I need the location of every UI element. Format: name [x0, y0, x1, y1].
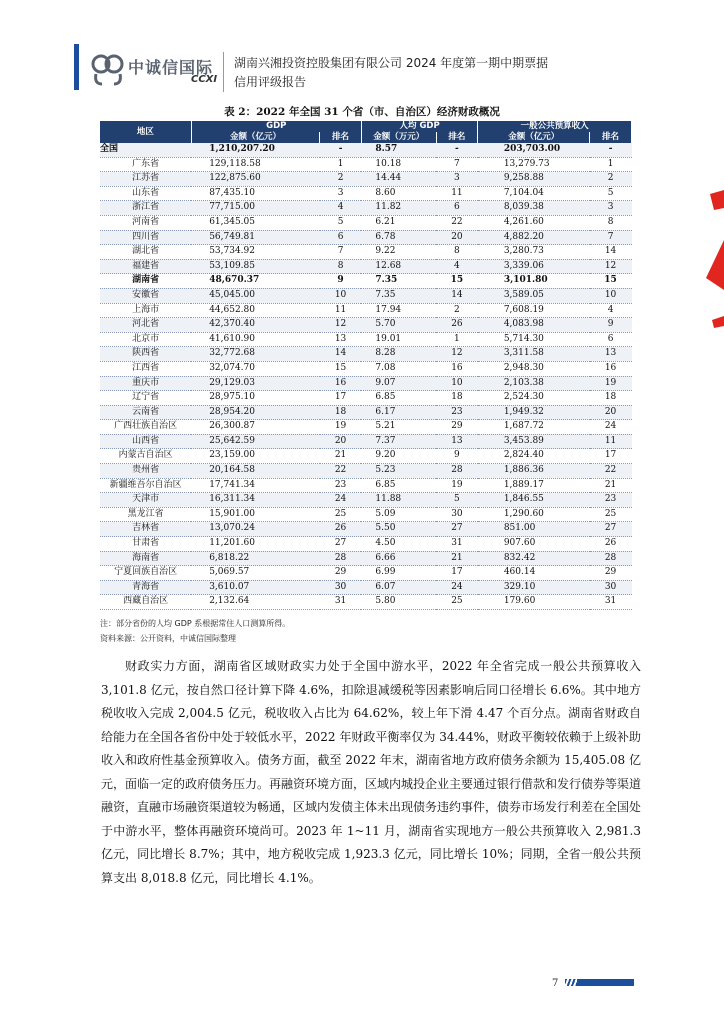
subheader-pc-rank: 排名	[436, 132, 478, 143]
table-row	[100, 434, 632, 449]
table-caption: 表 2：2022 年全国 31 个省（市、自治区）经济财政概况	[224, 106, 500, 118]
cell-pc-rank: 7	[436, 157, 478, 172]
cell-name: 上海市	[100, 303, 191, 318]
cell-rev-rank: 2	[590, 172, 632, 187]
cell-gdp: 48,670.37	[191, 274, 320, 289]
cell-rev: 832.42	[478, 551, 590, 566]
cell-pc: 14.44	[361, 172, 436, 187]
cell-gdp: 32,074.70	[191, 361, 320, 376]
cell-name: 天津市	[100, 493, 191, 508]
logo-text-en: CCXI	[191, 74, 218, 85]
cell-gdp: 87,435.10	[191, 186, 320, 201]
cell-gdp-rank: 31	[320, 595, 362, 610]
cell-gdp-rank: 7	[320, 245, 362, 260]
cell-gdp-rank: 9	[320, 274, 362, 289]
cell-gdp-rank: 18	[320, 405, 362, 420]
table-row	[100, 493, 632, 508]
col-header-gdp: GDP	[191, 121, 361, 132]
cell-gdp-rank: 29	[320, 566, 362, 581]
cell-gdp: 77,715.00	[191, 201, 320, 216]
cell-rev-rank: 14	[590, 245, 632, 260]
cell-gdp: 15,901.00	[191, 507, 320, 522]
cell-rev-rank: 30	[590, 580, 632, 595]
cell-gdp-rank: 26	[320, 522, 362, 537]
cell-pc-rank: 24	[436, 580, 478, 595]
cell-pc-rank: 5	[436, 493, 478, 508]
cell-pc: 7.08	[361, 361, 436, 376]
cell-gdp-rank: 27	[320, 537, 362, 552]
cell-name: 青海省	[100, 580, 191, 595]
table-row	[100, 551, 632, 566]
table-row	[100, 449, 632, 464]
cell-rev-rank: 28	[590, 551, 632, 566]
cell-gdp-rank: 25	[320, 507, 362, 522]
cell-pc: 11.88	[361, 493, 436, 508]
cell-pc: 5.50	[361, 522, 436, 537]
cell-pc-rank: 23	[436, 405, 478, 420]
cell-rev: 3,101.80	[478, 274, 590, 289]
cell-gdp: 61,345.05	[191, 215, 320, 230]
cell-gdp-rank: 13	[320, 332, 362, 347]
cell-pc: 12.68	[361, 259, 436, 274]
cell-name: 河南省	[100, 215, 191, 230]
cell-pc-rank: 16	[436, 361, 478, 376]
cell-gdp-rank: 15	[320, 361, 362, 376]
cell-rev: 1,687.72	[478, 420, 590, 435]
cell-pc: 7.37	[361, 434, 436, 449]
cell-gdp-rank: 8	[320, 259, 362, 274]
cell-pc-rank: 28	[436, 464, 478, 479]
cell-name: 山西省	[100, 434, 191, 449]
cell-name: 贵州省	[100, 464, 191, 479]
table-row	[100, 230, 632, 245]
province-finance-table	[100, 121, 632, 610]
table-row	[100, 391, 632, 406]
cell-rev: 7,104.04	[478, 186, 590, 201]
cell-pc: 5.21	[361, 420, 436, 435]
cell-gdp: 45,045.00	[191, 288, 320, 303]
cell-pc: 6.17	[361, 405, 436, 420]
footer-stripes	[565, 979, 577, 986]
cell-gdp-rank: 5	[320, 215, 362, 230]
table-row	[100, 361, 632, 376]
cell-rev-rank: 6	[590, 332, 632, 347]
cell-rev: 203,703.00	[478, 143, 590, 157]
cell-pc: 7.35	[361, 288, 436, 303]
cell-name: 湖北省	[100, 245, 191, 260]
cell-pc: 8.57	[361, 143, 436, 157]
cell-rev-rank: 20	[590, 405, 632, 420]
cell-gdp-rank: 30	[320, 580, 362, 595]
cell-rev: 851.00	[478, 522, 590, 537]
cell-gdp: 53,734.92	[191, 245, 320, 260]
table-row	[100, 245, 632, 260]
logo-text-cn: 中诚信国际	[128, 58, 214, 77]
subheader-pc-amount: 金额（万元）	[361, 132, 436, 143]
cell-pc-rank: 12	[436, 347, 478, 362]
cell-name: 黑龙江省	[100, 507, 191, 522]
cell-gdp-rank: 17	[320, 391, 362, 406]
cell-gdp-rank: 24	[320, 493, 362, 508]
cell-gdp: 23,159.00	[191, 449, 320, 464]
cell-pc-rank: 11	[436, 186, 478, 201]
cell-rev-rank: -	[590, 143, 632, 157]
seal-stamp-icon	[702, 180, 724, 340]
cell-rev: 5,714.30	[478, 332, 590, 347]
cell-rev: 3,339.06	[478, 259, 590, 274]
cell-gdp: 122,875.60	[191, 172, 320, 187]
table-source: 资料来源：公开资料，中诚信国际整理	[100, 634, 236, 643]
cell-rev-rank: 9	[590, 318, 632, 333]
cell-rev: 1,949.32	[478, 405, 590, 420]
cell-name: 重庆市	[100, 376, 191, 391]
cell-gdp: 26,300.87	[191, 420, 320, 435]
cell-name: 江苏省	[100, 172, 191, 187]
cell-name: 福建省	[100, 259, 191, 274]
cell-gdp: 28,954.20	[191, 405, 320, 420]
cell-name: 全国	[100, 143, 191, 157]
cell-gdp-rank: 1	[320, 157, 362, 172]
report-title-line1: 湖南兴湘投资控股集团有限公司 2024 年度第一期中期票据	[234, 56, 549, 70]
cell-rev: 2,103.38	[478, 376, 590, 391]
cell-gdp-rank: 20	[320, 434, 362, 449]
cell-rev-rank: 13	[590, 347, 632, 362]
table-row	[100, 332, 632, 347]
table-row	[100, 288, 632, 303]
cell-pc-rank: 15	[436, 274, 478, 289]
cell-rev-rank: 31	[590, 595, 632, 610]
cell-rev-rank: 15	[590, 274, 632, 289]
cell-rev-rank: 26	[590, 537, 632, 552]
cell-gdp: 3,610.07	[191, 580, 320, 595]
cell-rev: 460.14	[478, 566, 590, 581]
cell-gdp-rank: 12	[320, 318, 362, 333]
cell-rev: 1,290.60	[478, 507, 590, 522]
cell-pc: 6.21	[361, 215, 436, 230]
cell-name: 北京市	[100, 332, 191, 347]
table-row	[100, 172, 632, 187]
cell-name: 四川省	[100, 230, 191, 245]
cell-name: 内蒙古自治区	[100, 449, 191, 464]
cell-gdp: 53,109.85	[191, 259, 320, 274]
table-row	[100, 522, 632, 537]
table-row	[100, 157, 632, 172]
cell-pc-rank: 26	[436, 318, 478, 333]
cell-pc-rank: 25	[436, 595, 478, 610]
cell-pc-rank: 20	[436, 230, 478, 245]
cell-gdp: 13,070.24	[191, 522, 320, 537]
cell-name: 广西壮族自治区	[100, 420, 191, 435]
cell-pc-rank: -	[436, 143, 478, 157]
table-row	[100, 464, 632, 479]
table-row	[100, 215, 632, 230]
cell-pc-rank: 30	[436, 507, 478, 522]
cell-rev-rank: 29	[590, 566, 632, 581]
cell-gdp: 11,201.60	[191, 537, 320, 552]
table-row	[100, 201, 632, 216]
cell-rev-rank: 3	[590, 201, 632, 216]
cell-gdp-rank: 14	[320, 347, 362, 362]
cell-name: 宁夏回族自治区	[100, 566, 191, 581]
subheader-rev-rank: 排名	[590, 132, 632, 143]
cell-pc-rank: 13	[436, 434, 478, 449]
cell-rev-rank: 24	[590, 420, 632, 435]
table-row	[100, 478, 632, 493]
subheader-gdp-rank: 排名	[320, 132, 362, 143]
table-row	[100, 274, 632, 289]
cell-rev-rank: 21	[590, 478, 632, 493]
cell-rev: 9,258.88	[478, 172, 590, 187]
cell-gdp-rank: 23	[320, 478, 362, 493]
cell-pc-rank: 6	[436, 201, 478, 216]
cell-gdp: 42,370.40	[191, 318, 320, 333]
cell-rev: 7,608.19	[478, 303, 590, 318]
cell-rev: 2,948.30	[478, 361, 590, 376]
body-paragraph: 财政实力方面，湖南省区域财政实力处于全国中游水平，2022 年全省完成一般公共预算收入 3,101.8 亿元，按自然口径计算下降 4.6%，扣除退减缓税等因素影响后同口径增长 6.6%。其中地方税收收入完成 2,004.5 亿元，税收收入占比为 64.62%，较上年下滑 4.47 个百分点。湖南省财政自给能力在全国各省份中处于较低水平，2022 年财政平衡率仅为 34.44%，财政平衡较依赖于上级补助收入和政府性基金预算收入。债务方面，截至 2022 年末，湖南省地方政府债务余额为 15,405.08 亿元，面临一定的政府债务压力。再融资环境方面，区域内城投企业主要通过银行借款和发行债券等渠道融资，直融市场融资渠道较为畅通，区域内发债主体未出现债务违约事件，债券市场发行利差在全国处于中游水平，整体再融资环境尚可。2023 年 1~11 月，湖南省实现地方一般公共预算收入 2,981.3 亿元，同比增长 8.7%；其中，地方税收完成 1,923.3 亿元，同比增长 10%；同期，全省一般公共预算支出 8,018.8 亿元，同比增长 4.1%。	[101, 659, 642, 885]
cell-gdp-rank: 10	[320, 288, 362, 303]
table-row	[100, 347, 632, 362]
header-accent-bar	[74, 44, 79, 90]
cell-rev-rank: 1	[590, 157, 632, 172]
cell-gdp: 25,642.59	[191, 434, 320, 449]
cell-rev-rank: 5	[590, 186, 632, 201]
cell-pc: 6.85	[361, 478, 436, 493]
cell-gdp: 32,772.68	[191, 347, 320, 362]
cell-rev: 3,311.58	[478, 347, 590, 362]
cell-pc-rank: 10	[436, 376, 478, 391]
cell-rev: 4,882.20	[478, 230, 590, 245]
table-row	[100, 420, 632, 435]
cell-rev: 3,589.05	[478, 288, 590, 303]
cell-pc-rank: 1	[436, 332, 478, 347]
table-row	[100, 143, 632, 157]
table-note: 注：部分省份的人均 GDP 系根据常住人口测算所得。	[100, 619, 291, 628]
cell-pc: 9.07	[361, 376, 436, 391]
col-header-region: 地区	[100, 121, 191, 143]
table-row	[100, 303, 632, 318]
cell-gdp: 28,975.10	[191, 391, 320, 406]
table-row	[100, 507, 632, 522]
cell-gdp-rank: 4	[320, 201, 362, 216]
table-row	[100, 566, 632, 581]
cell-pc: 6.78	[361, 230, 436, 245]
cell-pc: 9.22	[361, 245, 436, 260]
cell-name: 新疆维吾尔自治区	[100, 478, 191, 493]
cell-pc: 8.28	[361, 347, 436, 362]
cell-rev-rank: 11	[590, 434, 632, 449]
cell-rev-rank: 12	[590, 259, 632, 274]
cell-name: 海南省	[100, 551, 191, 566]
cell-gdp: 16,311.34	[191, 493, 320, 508]
table-row	[100, 580, 632, 595]
table-row	[100, 376, 632, 391]
cell-rev: 179.60	[478, 595, 590, 610]
cell-gdp: 129,118.58	[191, 157, 320, 172]
cell-name: 吉林省	[100, 522, 191, 537]
cell-pc: 7.35	[361, 274, 436, 289]
cell-gdp-rank: 19	[320, 420, 362, 435]
cell-gdp: 20,164.58	[191, 464, 320, 479]
cell-gdp: 29,129.03	[191, 376, 320, 391]
cell-gdp-rank: -	[320, 143, 362, 157]
cell-gdp-rank: 2	[320, 172, 362, 187]
cell-gdp-rank: 11	[320, 303, 362, 318]
cell-pc-rank: 9	[436, 449, 478, 464]
cell-rev-rank: 23	[590, 493, 632, 508]
cell-pc-rank: 18	[436, 391, 478, 406]
cell-pc: 5.80	[361, 595, 436, 610]
cell-pc-rank: 3	[436, 172, 478, 187]
cell-gdp: 1,210,207.20	[191, 143, 320, 157]
cell-pc-rank: 21	[436, 551, 478, 566]
cell-pc: 10.18	[361, 157, 436, 172]
header-divider	[223, 52, 224, 92]
cell-rev: 1,886.36	[478, 464, 590, 479]
cell-rev-rank: 10	[590, 288, 632, 303]
cell-rev: 1,889.17	[478, 478, 590, 493]
table-row	[100, 259, 632, 274]
table-row	[100, 595, 632, 610]
cell-gdp-rank: 6	[320, 230, 362, 245]
subheader-gdp-amount: 金额（亿元）	[191, 132, 320, 143]
cell-gdp-rank: 16	[320, 376, 362, 391]
cell-rev: 8,039.38	[478, 201, 590, 216]
cell-name: 西藏自治区	[100, 595, 191, 610]
cell-name: 辽宁省	[100, 391, 191, 406]
cell-pc: 5.70	[361, 318, 436, 333]
cell-rev-rank: 17	[590, 449, 632, 464]
cell-gdp: 56,749.81	[191, 230, 320, 245]
cell-name: 河北省	[100, 318, 191, 333]
cell-rev-rank: 25	[590, 507, 632, 522]
cell-gdp: 44,652.80	[191, 303, 320, 318]
cell-pc: 9.20	[361, 449, 436, 464]
cell-gdp: 17,741.34	[191, 478, 320, 493]
cell-gdp: 6,818.22	[191, 551, 320, 566]
cell-pc-rank: 2	[436, 303, 478, 318]
cell-gdp-rank: 21	[320, 449, 362, 464]
cell-gdp-rank: 22	[320, 464, 362, 479]
cell-pc: 8.60	[361, 186, 436, 201]
cell-rev: 4,261.60	[478, 215, 590, 230]
cell-pc-rank: 27	[436, 522, 478, 537]
cell-rev: 3,453.89	[478, 434, 590, 449]
subheader-rev-amount: 金额（亿元）	[478, 132, 590, 143]
report-title-line2: 信用评级报告	[234, 75, 307, 89]
cell-rev-rank: 27	[590, 522, 632, 537]
col-header-budget-revenue: 一般公共预算收入	[478, 121, 632, 132]
cell-pc-rank: 29	[436, 420, 478, 435]
cell-name: 江西省	[100, 361, 191, 376]
cell-name: 陕西省	[100, 347, 191, 362]
cell-pc: 5.09	[361, 507, 436, 522]
cell-pc: 4.50	[361, 537, 436, 552]
col-header-per-capita-gdp: 人均 GDP	[361, 121, 477, 132]
cell-gdp: 2,132.64	[191, 595, 320, 610]
cell-pc: 11.82	[361, 201, 436, 216]
cell-rev-rank: 16	[590, 361, 632, 376]
cell-gdp-rank: 28	[320, 551, 362, 566]
cell-name: 湖南省	[100, 274, 191, 289]
cell-pc-rank: 22	[436, 215, 478, 230]
cell-name: 安徽省	[100, 288, 191, 303]
cell-pc: 19.01	[361, 332, 436, 347]
cell-rev: 907.60	[478, 537, 590, 552]
cell-rev-rank: 7	[590, 230, 632, 245]
table-row	[100, 537, 632, 552]
table-row	[100, 186, 632, 201]
cell-pc: 17.94	[361, 303, 436, 318]
table-body	[100, 143, 632, 610]
cell-pc-rank: 19	[436, 478, 478, 493]
cell-gdp: 41,610.90	[191, 332, 320, 347]
cell-name: 山东省	[100, 186, 191, 201]
cell-rev: 2,824.40	[478, 449, 590, 464]
cell-pc: 5.23	[361, 464, 436, 479]
cell-pc: 6.85	[361, 391, 436, 406]
cell-rev-rank: 19	[590, 376, 632, 391]
cell-rev-rank: 8	[590, 215, 632, 230]
cell-pc-rank: 14	[436, 288, 478, 303]
cell-rev-rank: 22	[590, 464, 632, 479]
cell-gdp-rank: 3	[320, 186, 362, 201]
cell-name: 浙江省	[100, 201, 191, 216]
report-title	[234, 54, 548, 92]
cell-rev-rank: 4	[590, 303, 632, 318]
cell-pc-rank: 8	[436, 245, 478, 260]
cell-rev: 13,279.73	[478, 157, 590, 172]
cell-name: 甘肃省	[100, 537, 191, 552]
cell-pc: 6.99	[361, 566, 436, 581]
cell-pc: 6.66	[361, 551, 436, 566]
table-row	[100, 405, 632, 420]
page-number: 7	[552, 978, 559, 989]
cell-pc-rank: 31	[436, 537, 478, 552]
cell-rev: 1,846.55	[478, 493, 590, 508]
cell-pc-rank: 4	[436, 259, 478, 274]
cell-rev: 2,524.30	[478, 391, 590, 406]
cell-rev: 3,280.73	[478, 245, 590, 260]
cell-rev-rank: 18	[590, 391, 632, 406]
cell-rev: 329.10	[478, 580, 590, 595]
cell-pc: 6.07	[361, 580, 436, 595]
footer-bar	[577, 979, 634, 986]
cell-rev: 4,083.98	[478, 318, 590, 333]
cell-gdp: 5,069.57	[191, 566, 320, 581]
table-row	[100, 318, 632, 333]
ccxi-logo-icon	[90, 52, 126, 86]
cell-name: 云南省	[100, 405, 191, 420]
cell-name: 广东省	[100, 157, 191, 172]
cell-pc-rank: 17	[436, 566, 478, 581]
